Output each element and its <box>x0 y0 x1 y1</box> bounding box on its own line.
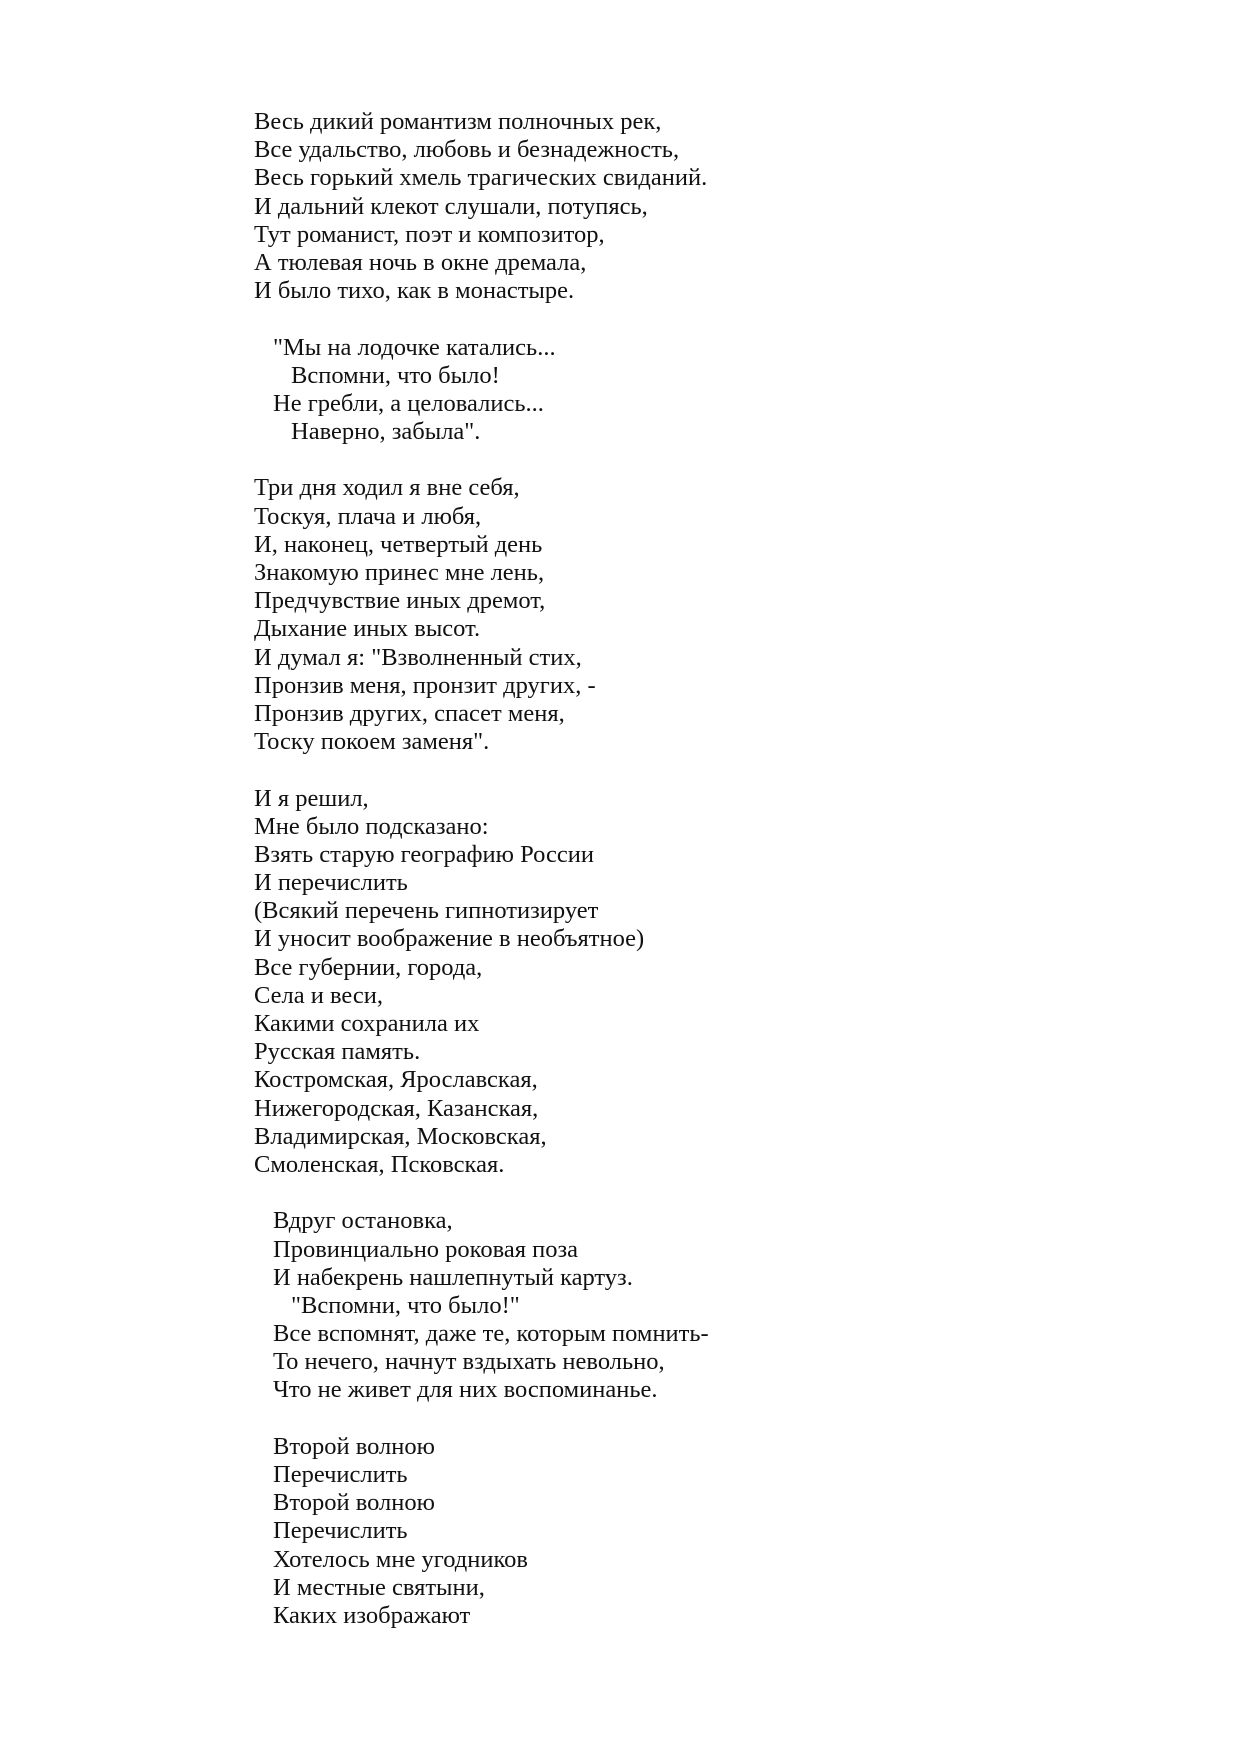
poem-line: Села и веси, <box>254 981 383 1009</box>
poem-line: Не гребли, а целовались... <box>273 389 544 417</box>
poem-line: Вспомни, что было! <box>291 361 500 389</box>
poem-line: Весь горький хмель трагических свиданий. <box>254 164 708 192</box>
poem-line: И я решил, <box>254 784 369 812</box>
poem-line: И думал я: "Взволненный стих, <box>254 643 582 671</box>
poem-text <box>254 108 1154 1658</box>
poem-line: Все удальство, любовь и безнадежность, <box>254 136 680 164</box>
poem-line: Второй волною <box>273 1432 435 1460</box>
poem-line: Тоскуя, плача и любя, <box>254 502 482 530</box>
poem-line: Провинциально роковая поза <box>273 1235 579 1263</box>
poem-line: То нечего, начнут вздыхать невольно, <box>273 1348 665 1376</box>
poem-line: Нижегородская, Казанская, <box>254 1094 539 1122</box>
poem-line: Предчувствие иных дремот, <box>254 587 546 615</box>
stanza-1 <box>254 108 1154 305</box>
poem-line: Какими сохранила их <box>254 1010 480 1037</box>
poem-line: Вдруг остановка, <box>273 1207 453 1235</box>
poem-line: Костромская, Ярославская, <box>254 1066 538 1094</box>
poem-line: Все губернии, города, <box>254 953 483 981</box>
poem-line: И уносит воображение в необъятное) <box>254 925 645 953</box>
poem-line: Дыхание иных высот. <box>254 615 481 643</box>
poem-line: Взять старую географию России <box>254 840 594 868</box>
poem-line: И местные святыни, <box>273 1573 485 1601</box>
poem-line: Владимирская, Московская, <box>254 1122 547 1150</box>
stanza-4 <box>254 785 1154 1180</box>
poem-line: Тоску покоем заменя". <box>254 728 490 756</box>
poem-line: Весь дикий романтизм полночных рек, <box>254 108 662 135</box>
poem-line: Пронзив других, спасет меня, <box>254 699 565 727</box>
poem-line: И перечислить <box>254 869 408 897</box>
poem-line: Наверно, забыла". <box>291 418 481 446</box>
poem-line: Смоленская, Псковская. <box>254 1150 505 1178</box>
poem-line: Второй волною <box>273 1489 435 1517</box>
stanza-5 <box>254 1207 1154 1404</box>
stanza-3 <box>254 474 1154 756</box>
poem-line: Все вспомнят, даже те, которым помнить- <box>273 1320 709 1348</box>
poem-line: Мне было подсказано: <box>254 812 489 840</box>
poem-line: И, наконец, четвертый день <box>254 530 543 558</box>
poem-line: Русская память. <box>254 1038 421 1066</box>
poem-line: Три дня ходил я вне себя, <box>254 474 520 502</box>
poem-line: Пронзив меня, пронзит других, - <box>254 671 596 699</box>
poem-line: "Мы на лодочке катались... <box>273 333 556 361</box>
poem-line: "Вспомни, что было!" <box>291 1291 520 1319</box>
poem-line: Перечислить <box>273 1461 408 1488</box>
poem-line: Каких изображают <box>273 1601 471 1629</box>
poem-line: И набекрень нашлепнутый картуз. <box>273 1263 633 1291</box>
stanza-2 <box>254 334 1154 447</box>
poem-line: Знакомую принес мне лень, <box>254 559 545 586</box>
poem-line: Что не живет для них воспоминанье. <box>273 1376 658 1404</box>
poem-line: Тут романист, поэт и композитор, <box>254 220 605 248</box>
poem-line: И было тихо, как в монастыре. <box>254 277 575 305</box>
poem-line: И дальний клекот слушали, потупясь, <box>254 192 648 220</box>
stanza-6 <box>254 1433 1154 1630</box>
poem-line: Перечислить <box>273 1517 408 1545</box>
poem-line: (Всякий перечень гипнотизирует <box>254 897 599 925</box>
poem-line: А тюлевая ночь в окне дремала, <box>254 248 587 276</box>
poem-line: Хотелось мне угодников <box>273 1545 528 1573</box>
